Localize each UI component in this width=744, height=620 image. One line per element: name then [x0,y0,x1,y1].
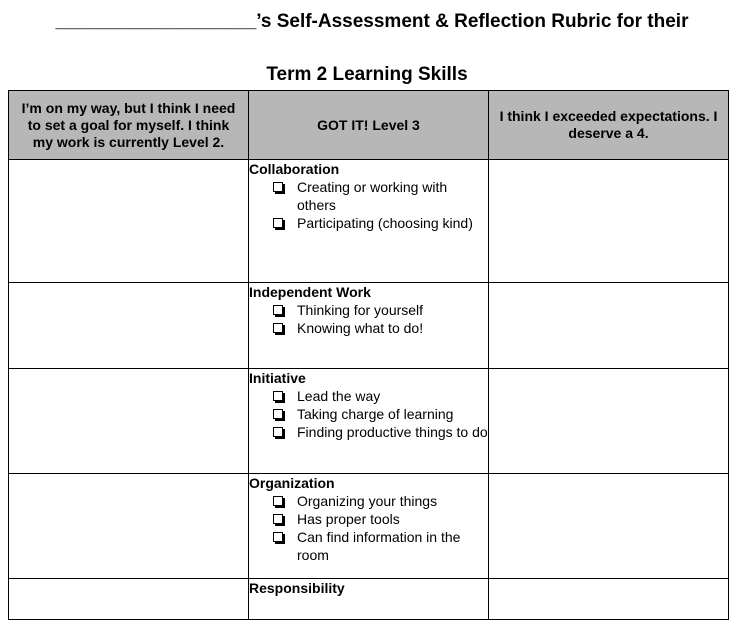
header-level-2: I’m on my way, but I think I need to set a goal for myself. I think my work is currently Level 2. [9,91,249,160]
level-4-cell[interactable] [489,160,729,283]
skill-checklist [249,492,488,564]
rubric-table [8,90,729,620]
level-4-cell[interactable] [489,474,729,579]
skill-checklist [249,178,488,232]
table-row [9,283,729,369]
table-row [9,369,729,474]
level-4-cell[interactable] [489,369,729,474]
skill-cell-responsibility [249,579,489,620]
checkbox-icon[interactable] [273,182,283,192]
checkbox-icon[interactable] [273,323,283,333]
checklist-item-label: Taking charge of learning [297,406,454,422]
checklist-item[interactable] [273,528,488,564]
header-row [9,91,729,160]
skill-name: Independent Work [249,284,371,300]
checklist-item-label: Lead the way [297,388,381,404]
skill-name: Responsibility [249,580,345,596]
checklist-item[interactable] [273,387,488,405]
checklist-item[interactable] [273,405,488,423]
checklist-item[interactable] [273,178,488,214]
checkbox-icon[interactable] [273,496,283,506]
table-row [9,160,729,283]
checklist-item-label: Organizing your things [297,493,438,509]
checklist-item-label: Finding productive things to do [297,424,488,440]
checklist-item[interactable] [273,301,488,319]
table-row [9,474,729,579]
checklist-item-label: Participating (choosing kind) [297,215,473,231]
document-title: ___________________’s Self-Assessment & Reflection Rubric for their [55,11,689,32]
level-2-cell[interactable] [9,474,249,579]
skill-name: Collaboration [249,161,340,177]
skill-checklist [249,301,488,337]
checklist-item[interactable] [273,214,488,232]
checkbox-icon[interactable] [273,532,283,542]
checkbox-icon[interactable] [273,409,283,419]
header-level-4: I think I exceeded expectations. I deserve a 4. [489,91,729,160]
skill-cell-independent-work [249,283,489,369]
header-level-3: GOT IT! Level 3 [249,91,489,160]
skill-cell-organization [249,474,489,579]
skill-name: Initiative [249,370,306,386]
checklist-item[interactable] [273,319,488,337]
checklist-item-label: Creating or working with others [297,179,448,213]
checkbox-icon[interactable] [273,218,283,228]
level-4-cell[interactable] [489,283,729,369]
checklist-item-label: Can find information in the room [297,529,461,563]
skill-name: Organization [249,475,335,491]
level-2-cell[interactable] [9,160,249,283]
checkbox-icon[interactable] [273,391,283,401]
checklist-item[interactable] [273,510,488,528]
checklist-item[interactable] [273,423,488,441]
checklist-item-label: Knowing what to do! [297,320,424,336]
level-2-cell[interactable] [9,283,249,369]
skill-cell-initiative [249,369,489,474]
level-2-cell[interactable] [9,369,249,474]
checklist-item-label: Thinking for yourself [297,302,424,318]
skill-checklist [249,387,488,441]
checklist-item-label: Has proper tools [297,511,400,527]
skill-cell-collaboration [249,160,489,283]
checklist-item[interactable] [273,492,488,510]
level-2-cell[interactable] [9,579,249,620]
level-4-cell[interactable] [489,579,729,620]
document-subtitle: Term 2 Learning Skills [266,64,468,85]
checkbox-icon[interactable] [273,427,283,437]
checkbox-icon[interactable] [273,514,283,524]
checkbox-icon[interactable] [273,305,283,315]
table-row [9,579,729,620]
